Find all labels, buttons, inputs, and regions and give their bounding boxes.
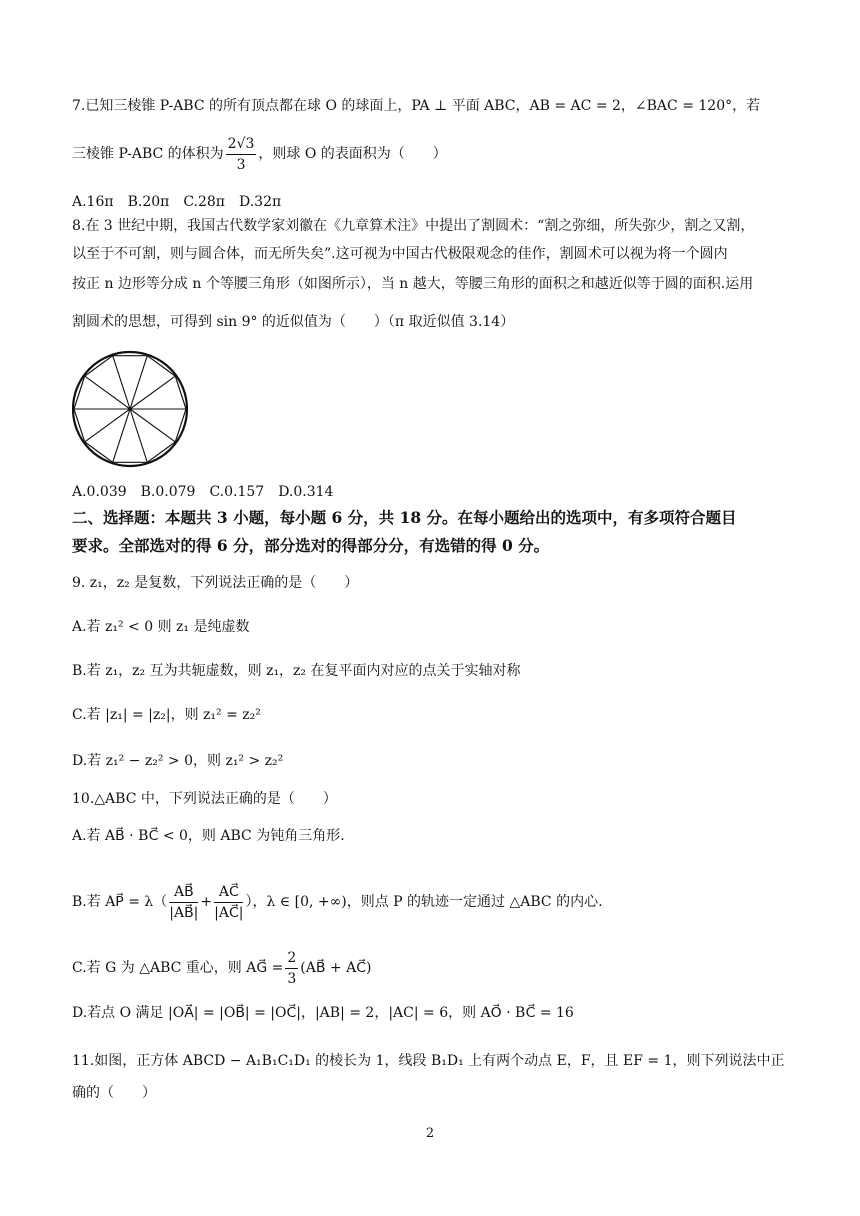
q10-b-before: B.若 AP⃗ = λ（ <box>72 894 168 910</box>
q10-b-f1-den: |AB⃗| <box>169 904 199 921</box>
radius-line <box>113 409 130 462</box>
q7-line2 <box>72 132 447 176</box>
q10-c-before: C.若 G 为 △ABC 重心，则 AG⃗ = <box>72 960 284 976</box>
page-number: 2 <box>425 1126 435 1141</box>
circle-figure <box>72 346 192 474</box>
section2-line2: 要求。全部选对的得 6 分，部分选对的得部分分，有选错的得 0 分。 <box>72 536 550 555</box>
radius-line <box>130 356 147 409</box>
radius-line <box>130 409 147 462</box>
q10-b-plus: + <box>200 894 213 910</box>
q11-line1: 11.如图，正方体 ABCD − A₁B₁C₁D₁ 的棱长为 1，线段 B₁D₁ 上有两个动点 E，F，且 EF = 1，则下列说法中正 <box>72 1053 785 1069</box>
q10-option-c <box>72 946 371 990</box>
q10-c-after: (AB⃗ + AC⃗) <box>300 960 372 976</box>
q8-line3: 按正 n 边形等分成 n 个等腰三角形（如图所示），当 n 越大，等腰三角形的面积之和越近似等于圆的面积.运用 <box>72 276 754 292</box>
q7-frac-den: 3 <box>236 156 246 173</box>
q9-option-a: A.若 z₁² < 0 则 z₁ 是纯虚数 <box>72 619 250 635</box>
q10-stem: 10.△ABC 中，下列说法正确的是（ ） <box>72 791 337 807</box>
q9-option-c: C.若 |z₁| = |z₂|，则 z₁² = z₂² <box>72 707 261 723</box>
q7-options: A.16π B.20π C.28π D.32π <box>72 194 282 210</box>
q10-option-b <box>72 874 603 930</box>
q10-b-f2-den: |AC⃗| <box>214 904 244 921</box>
radius-line <box>85 376 130 409</box>
radius-line <box>113 356 130 409</box>
radius-line <box>85 409 130 442</box>
q10-c-fraction <box>285 948 298 989</box>
q10-b-fraction-ac <box>214 882 243 923</box>
radius-line <box>130 376 175 409</box>
q9-stem: 9. z₁，z₂ 是复数，下列说法正确的是（ ） <box>72 575 359 591</box>
q10-option-a: A.若 AB⃗ · BC⃗ < 0，则 ABC 为钝角三角形. <box>72 828 345 844</box>
q10-b-f2-num: AC⃗ <box>214 882 243 903</box>
q7-line2-before: 三棱锥 P-ABC 的体积为 <box>72 146 224 162</box>
q7-line1: 7.已知三棱锥 P-ABC 的所有顶点都在球 O 的球面上，PA ⊥ 平面 ABC，AB = AC = 2，∠BAC = 120°，若 <box>72 98 761 114</box>
q10-b-after: ），λ ∈ [0, +∞)，则点 P 的轨迹一定通过 △ABC 的内心. <box>245 894 603 910</box>
q7-volume-fraction <box>226 134 257 175</box>
q11-line2: 确的（ ） <box>72 1085 156 1101</box>
q10-b-f1-num: AB⃗ <box>169 882 198 903</box>
q8-line4: 割圆术的思想，可得到 sin 9° 的近似值为（ ）（π 取近似值 3.14） <box>72 314 515 330</box>
q7-frac-num: 2√3 <box>226 134 257 155</box>
q9-option-d: D.若 z₁² − z₂² > 0，则 z₁² > z₂² <box>72 753 284 769</box>
q7-line2-after: ，则球 O 的表面积为（ ） <box>258 146 447 162</box>
q10-option-d: D.若点 O 满足 |OA⃗| = |OB⃗| = |OC⃗|，|AB| = 2，|AC| = 6，则 AO⃗ · BC⃗ = 16 <box>72 1005 574 1021</box>
q10-c-frac-den: 3 <box>287 970 297 987</box>
section2-line1: 二、选择题：本题共 3 小题，每小题 6 分，共 18 分。在每小题给出的选项中，有多项符合题目 <box>72 508 737 527</box>
q8-line2: 以至于不可割，则与圆合体，而无所失矣”.这可视为中国古代极限观念的佳作，割圆术可以视为将一个圆内 <box>72 246 728 262</box>
q10-c-frac-num: 2 <box>285 948 298 969</box>
q8-options: A.0.039 B.0.079 C.0.157 D.0.314 <box>72 484 334 500</box>
q8-line1: 8.在 3 世纪中期，我国古代数学家刘徽在《九章算术注》中提出了割圆术：“割之弥细，所失弥少，割之又割， <box>72 218 755 234</box>
radius-line <box>130 409 175 442</box>
q10-b-fraction-ab <box>169 882 198 923</box>
q9-option-b: B.若 z₁，z₂ 互为共轭虚数，则 z₁，z₂ 在复平面内对应的点关于实轴对称 <box>72 663 521 679</box>
